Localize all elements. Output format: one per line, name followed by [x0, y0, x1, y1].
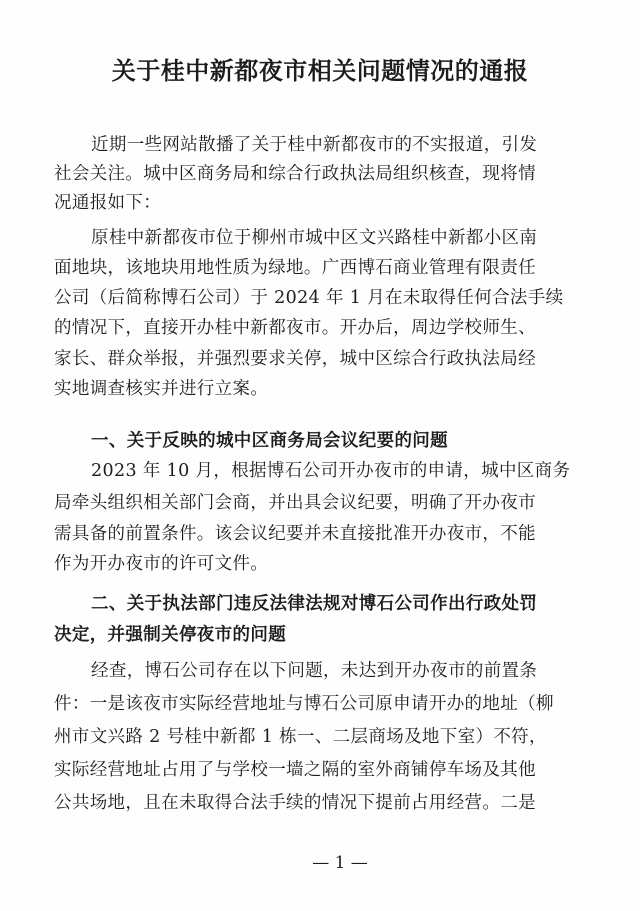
body-line-2: 社会关注。城中区商务局和综合行政执法局组织核查，现将情: [54, 164, 536, 184]
body-line-20: 实际经营地址占用了与学校一墙之隔的室外商铺停车场及其他: [54, 760, 536, 780]
section-heading-2: 二、关于执法部门违反法律法规对博石公司作出行政处罚: [91, 594, 538, 614]
section-heading-1: 一、关于反映的城中区商务局会议纪要的问题: [91, 431, 448, 451]
body-line-7: 的情况下，直接开办桂中新都夜市。开办后，周边学校师生、: [54, 318, 536, 338]
body-line-11: 2023 年 10 月，根据博石公司开办夜市的申请，城中区商务: [91, 461, 571, 481]
document-title: 关于桂中新都夜市相关问题情况的通报: [111, 56, 529, 85]
body-line-9: 实地调查核实并进行立案。: [54, 379, 269, 399]
body-line-14: 作为开办夜市的许可文件。: [54, 554, 269, 574]
page-number: — 1 —: [312, 853, 368, 873]
body-line-4: 原桂中新都夜市位于柳州市城中区文兴路桂中新都小区南: [91, 228, 538, 248]
body-line-21: 公共场地，且在未取得合法手续的情况下提前占用经营。二是: [54, 793, 536, 813]
body-line-18: 件：一是该夜市实际经营地址与博石公司原申请开办的地址（柳: [54, 694, 554, 714]
body-line-19: 州市文兴路 2 号桂中新都 1 栋一、二层商场及地下室）不符，: [54, 727, 547, 747]
body-line-13: 需具备的前置条件。该会议纪要并未直接批准开办夜市，不能: [54, 524, 536, 544]
body-line-12: 局牵头组织相关部门会商，并出具会议纪要，明确了开办夜市: [54, 493, 536, 513]
body-line-17: 经查，博石公司存在以下问题，未达到开办夜市的前置条: [91, 661, 538, 681]
section-heading-2-continued: 决定，并强制关停夜市的问题: [54, 625, 287, 645]
body-line-8: 家长、群众举报，并强烈要求关停，城中区综合行政执法局经: [54, 349, 536, 369]
body-line-1: 近期一些网站散播了关于桂中新都夜市的不实报道，引发: [91, 135, 538, 155]
body-line-3: 况通报如下：: [54, 193, 162, 213]
body-line-6: 公司（后简称博石公司）于 2024 年 1 月在未取得任何合法手续: [54, 288, 564, 308]
body-line-5: 面地块，该地块用地性质为绿地。广西博石商业管理有限责任: [54, 258, 536, 278]
